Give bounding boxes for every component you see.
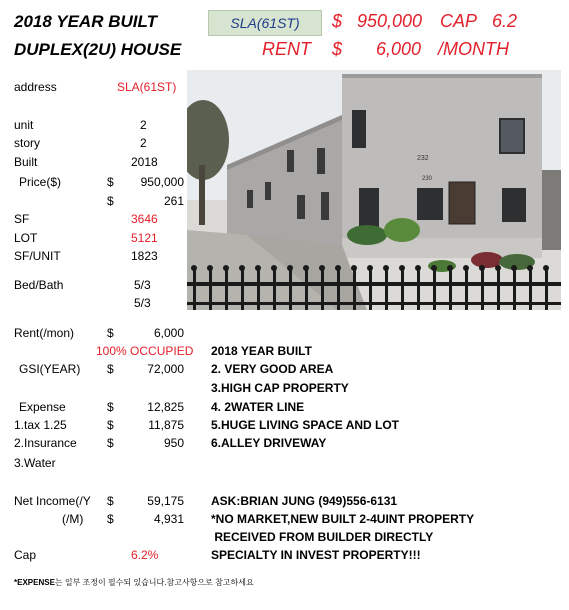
sfunit-label: SF/UNIT	[14, 249, 61, 263]
address-label: address	[14, 80, 57, 94]
net-income-symbol: $	[107, 494, 114, 508]
svg-text:230: 230	[422, 176, 433, 182]
feature-item: 4. 2WATER LINE	[211, 400, 305, 414]
rent-label: Rent(/mon)	[14, 326, 75, 340]
lot-label: LOT	[14, 231, 38, 245]
water-label: 3.Water	[14, 456, 56, 470]
header-rent-symbol: $	[332, 39, 343, 59]
feature-item: 3.HIGH CAP PROPERTY	[211, 381, 349, 395]
address-value: SLA(61ST)	[117, 80, 177, 94]
contact-note-1: *NO MARKET,NEW BUILT 2-4UINT PROPERTY	[211, 512, 475, 526]
cap-value: 6.2%	[131, 548, 159, 562]
feature-item: 5.HUGE LIVING SPACE AND LOT	[211, 418, 400, 432]
bedbath-label: Bed/Bath	[14, 278, 64, 292]
location-badge: SLA(61ST)	[208, 10, 322, 36]
net-monthly-symbol: $	[107, 512, 114, 526]
unit-value: 2	[140, 118, 147, 132]
per-sf-symbol: $	[107, 194, 114, 208]
expense-symbol: $	[107, 400, 114, 414]
gsi-value: 72,000	[147, 362, 184, 376]
insurance-label: 2.Insurance	[14, 436, 77, 450]
cap-label: Cap	[14, 548, 37, 562]
svg-text:232: 232	[417, 155, 429, 162]
built-value: 2018	[131, 155, 158, 169]
title-line-2: DUPLEX(2U) HOUSE	[14, 40, 182, 59]
tax-value: 11,875	[148, 418, 184, 432]
footnote-text: 는 일부 조정이 필수되 있습니다.참고사항으로 참고하세요	[54, 578, 254, 587]
sf-value: 3646	[131, 212, 158, 226]
rent-symbol: $	[107, 326, 114, 340]
price-value: 950,000	[140, 175, 184, 189]
price-symbol: $	[107, 175, 114, 189]
net-income-label: Net Income(/Y	[14, 494, 91, 508]
header-rent-unit: /MONTH	[438, 39, 509, 59]
bedbath-value-1: 5/3	[134, 278, 151, 292]
expense-value: 12,825	[147, 400, 184, 414]
insurance-symbol: $	[107, 436, 114, 450]
gsi-label: GSI(YEAR)	[19, 362, 81, 376]
header-cap-value: 6.2	[492, 11, 518, 31]
house-photo	[187, 70, 561, 310]
occupied-status: 100% OCCUPIED	[96, 344, 194, 358]
feature-item: 2. VERY GOOD AREA	[211, 362, 334, 376]
net-income-value: 59,175	[147, 494, 184, 508]
feature-item: 2018 YEAR BUILT	[211, 344, 312, 358]
unit-label: unit	[14, 118, 34, 132]
header-rent-value: 6,000	[376, 39, 422, 59]
lot-value: 5121	[131, 231, 158, 245]
rent-value: 6,000	[153, 326, 184, 340]
story-label: story	[14, 136, 41, 150]
title-line-1: 2018 YEAR BUILT	[14, 12, 157, 31]
tax-label: 1.tax 1.25	[14, 418, 67, 432]
contact-note-3: SPECIALTY IN INVEST PROPERTY!!!	[211, 548, 421, 562]
contact-ask: ASK:BRIAN JUNG (949)556-6131	[211, 494, 398, 508]
expense-label: Expense	[19, 400, 66, 414]
net-monthly-label: (/M)	[62, 512, 84, 526]
price-label: Price($)	[19, 175, 62, 189]
header-rent-label: RENT	[262, 39, 311, 59]
per-sf-value: 261	[163, 194, 184, 208]
sfunit-value: 1823	[131, 249, 158, 263]
sf-label: SF	[14, 212, 30, 226]
feature-item: 6.ALLEY DRIVEWAY	[211, 436, 327, 450]
header-price: 950,000	[357, 11, 423, 31]
gsi-symbol: $	[107, 362, 114, 376]
bedbath-value-2: 5/3	[134, 296, 151, 310]
tax-symbol: $	[107, 418, 114, 432]
header-price-symbol: $	[332, 11, 343, 31]
header-cap-label: CAP	[440, 11, 478, 31]
contact-note-2: RECEIVED FROM BUILDER DIRECTLY	[211, 530, 434, 544]
story-value: 2	[140, 136, 147, 150]
insurance-value: 950	[163, 436, 184, 450]
footnote	[14, 577, 254, 588]
footnote-prefix: *EXPENSE	[14, 578, 55, 587]
net-monthly-value: 4,931	[153, 512, 184, 526]
built-label: Built	[14, 155, 38, 169]
